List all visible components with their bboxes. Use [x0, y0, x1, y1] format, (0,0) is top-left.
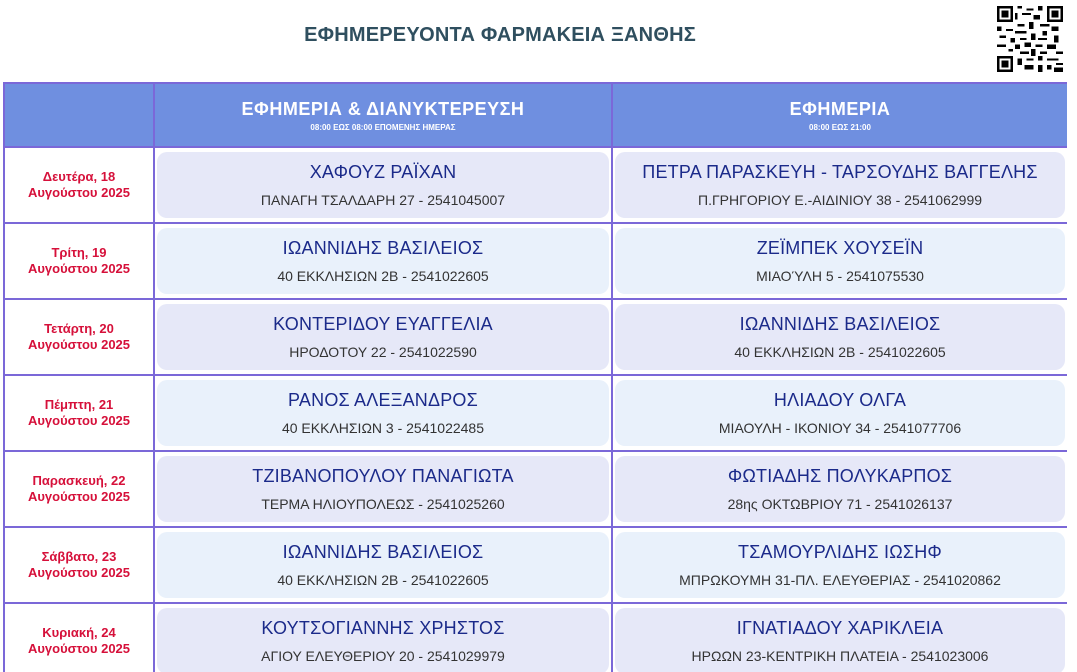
- pharmacy-address: ΠΑΝΑΓΗ ΤΣΑΛΔΑΡΗ 27 - 2541045007: [260, 192, 506, 208]
- pharmacy-address: 40 ΕΚΚΛΗΣΙΩΝ 3 - 2541022485: [281, 420, 485, 436]
- day-duty-pharmacy: [615, 304, 1065, 370]
- day-duty-cell-wrapper: [613, 300, 1067, 374]
- day-label: Τρίτη, 19 Αυγούστου 2025: [5, 224, 153, 298]
- pharmacy-address: ΑΓΙΟΥ ΕΛΕΥΘΕΡΙΟΥ 20 - 2541029979: [261, 648, 505, 664]
- pharmacy-address: ΤΕΡΜΑ ΗΛΙΟΥΠΟΛΕΩΣ - 2541025260: [261, 496, 505, 512]
- header-night-duty-hours: 08:00 ΕΩΣ 08:00 ΕΠΟΜΕΝΗΣ ΗΜΕΡΑΣ: [310, 122, 456, 132]
- day-duty-pharmacy: [615, 152, 1065, 218]
- night-duty-cell-wrapper: [155, 224, 611, 298]
- pharmacy-name: ΠΕΤΡΑ ΠΑΡΑΣΚΕΥΗ - ΤΑΡΣΟΥΔΗΣ ΒΑΓΓΕΛΗΣ: [642, 162, 1038, 182]
- pharmacy-name: ΙΩΑΝΝΙΔΗΣ ΒΑΣΙΛΕΙΟΣ: [739, 314, 941, 334]
- day-label: Κυριακή, 24 Αυγούστου 2025: [5, 604, 153, 672]
- pharmacy-address: Π.ΓΡΗΓΟΡΙΟΥ Ε.-ΑΙΔΙΝΙΟΥ 38 - 2541062999: [697, 192, 983, 208]
- night-duty-pharmacy: [157, 608, 609, 672]
- pharmacy-name: ΡΑΝΟΣ ΑΛΕΞΑΝΔΡΟΣ: [288, 390, 478, 410]
- day-duty-cell-wrapper: [613, 452, 1067, 526]
- header-night-duty: [155, 84, 611, 146]
- night-duty-cell-wrapper: [155, 148, 611, 222]
- pharmacy-address: ΗΡΩΩΝ 23-ΚΕΝΤΡΙΚΗ ΠΛΑΤΕΙΑ - 2541023006: [691, 648, 989, 664]
- pharmacy-name: ΧΑΦΟΥΖ ΡΑΪΧΑΝ: [309, 162, 457, 182]
- night-duty-pharmacy: [157, 304, 609, 370]
- pharmacy-name: ΙΓΝΑΤΙΑΔΟΥ ΧΑΡΙΚΛΕΙΑ: [736, 618, 944, 638]
- night-duty-pharmacy: [157, 380, 609, 446]
- day-duty-pharmacy: [615, 532, 1065, 598]
- schedule-table: [3, 82, 1067, 672]
- pharmacy-address: 40 ΕΚΚΛΗΣΙΩΝ 2Β - 2541022605: [734, 344, 946, 360]
- day-label: Δευτέρα, 18 Αυγούστου 2025: [5, 148, 153, 222]
- day-label: Τετάρτη, 20 Αυγούστου 2025: [5, 300, 153, 374]
- pharmacy-address: ΜΠΡΩΚΟΥΜΗ 31-ΠΛ. ΕΛΕΥΘΕΡΙΑΣ - 2541020862: [679, 572, 1001, 588]
- day-duty-pharmacy: [615, 456, 1065, 522]
- pharmacy-name: ΗΛΙΑΔΟΥ ΟΛΓΑ: [773, 390, 907, 410]
- day-label: Σάββατο, 23 Αυγούστου 2025: [5, 528, 153, 602]
- pharmacy-name: ΤΖΙΒΑΝΟΠΟΥΛΟΥ ΠΑΝΑΓΙΩΤΑ: [252, 466, 514, 486]
- pharmacy-address: ΗΡΟΔΟΤΟΥ 22 - 2541022590: [289, 344, 477, 360]
- pharmacy-name: ΤΣΑΜΟΥΡΛΙΔΗΣ ΙΩΣΗΦ: [738, 542, 942, 562]
- day-duty-cell-wrapper: [613, 376, 1067, 450]
- header-day-duty-label: ΕΦΗΜΕΡΙΑ: [789, 98, 891, 119]
- night-duty-pharmacy: [157, 152, 609, 218]
- pharmacy-name: ΚΟΝΤΕΡΙΔΟΥ ΕΥΑΓΓΕΛΙΑ: [273, 314, 493, 334]
- night-duty-pharmacy: [157, 532, 609, 598]
- day-duty-pharmacy: [615, 380, 1065, 446]
- day-duty-cell-wrapper: [613, 604, 1067, 672]
- pharmacy-name: ΖΕΪΜΠΕΚ ΧΟΥΣΕΪΝ: [756, 238, 924, 258]
- page-title: ΕΦΗΜΕΡΕΥΟΝΤΑ ΦΑΡΜΑΚΕΙΑ ΞΑΝΘΗΣ: [304, 24, 696, 46]
- night-duty-cell-wrapper: [155, 376, 611, 450]
- pharmacy-name: ΚΟΥΤΣΟΓΙΑΝΝΗΣ ΧΡΗΣΤΟΣ: [261, 618, 505, 638]
- day-label: Παρασκευή, 22 Αυγούστου 2025: [5, 452, 153, 526]
- night-duty-cell-wrapper: [155, 452, 611, 526]
- pharmacy-address: 40 ΕΚΚΛΗΣΙΩΝ 2Β - 2541022605: [277, 572, 489, 588]
- header-empty-cell: [5, 84, 153, 146]
- day-duty-cell-wrapper: [613, 224, 1067, 298]
- pharmacy-address: ΜΙΑΟΥΛΗ - ΙΚΟΝΙΟΥ 34 - 2541077706: [718, 420, 962, 436]
- day-duty-cell-wrapper: [613, 528, 1067, 602]
- day-duty-pharmacy: [615, 608, 1065, 672]
- pharmacy-name: ΙΩΑΝΝΙΔΗΣ ΒΑΣΙΛΕΙΟΣ: [282, 542, 484, 562]
- day-duty-pharmacy: [615, 228, 1065, 294]
- night-duty-pharmacy: [157, 228, 609, 294]
- header-day-duty: [613, 84, 1067, 146]
- pharmacy-address: 28ης ΟΚΤΩΒΡΙΟΥ 71 - 2541026137: [727, 496, 953, 512]
- pharmacy-address: 40 ΕΚΚΛΗΣΙΩΝ 2Β - 2541022605: [277, 268, 489, 284]
- header-day-duty-hours: 08:00 ΕΩΣ 21:00: [809, 122, 871, 132]
- day-duty-cell-wrapper: [613, 148, 1067, 222]
- header-night-duty-label: ΕΦΗΜΕΡΙΑ & ΔΙΑΝΥΚΤΕΡΕΥΣΗ: [241, 98, 525, 119]
- night-duty-pharmacy: [157, 456, 609, 522]
- night-duty-cell-wrapper: [155, 528, 611, 602]
- pharmacy-address: ΜΙΑΟΎΛΗ 5 - 2541075530: [756, 268, 924, 284]
- qr-code-icon[interactable]: [997, 6, 1063, 72]
- pharmacy-name: ΦΩΤΙΑΔΗΣ ΠΟΛΥΚΑΡΠΟΣ: [727, 466, 953, 486]
- pharmacy-name: ΙΩΑΝΝΙΔΗΣ ΒΑΣΙΛΕΙΟΣ: [282, 238, 484, 258]
- night-duty-cell-wrapper: [155, 604, 611, 672]
- day-label: Πέμπτη, 21 Αυγούστου 2025: [5, 376, 153, 450]
- night-duty-cell-wrapper: [155, 300, 611, 374]
